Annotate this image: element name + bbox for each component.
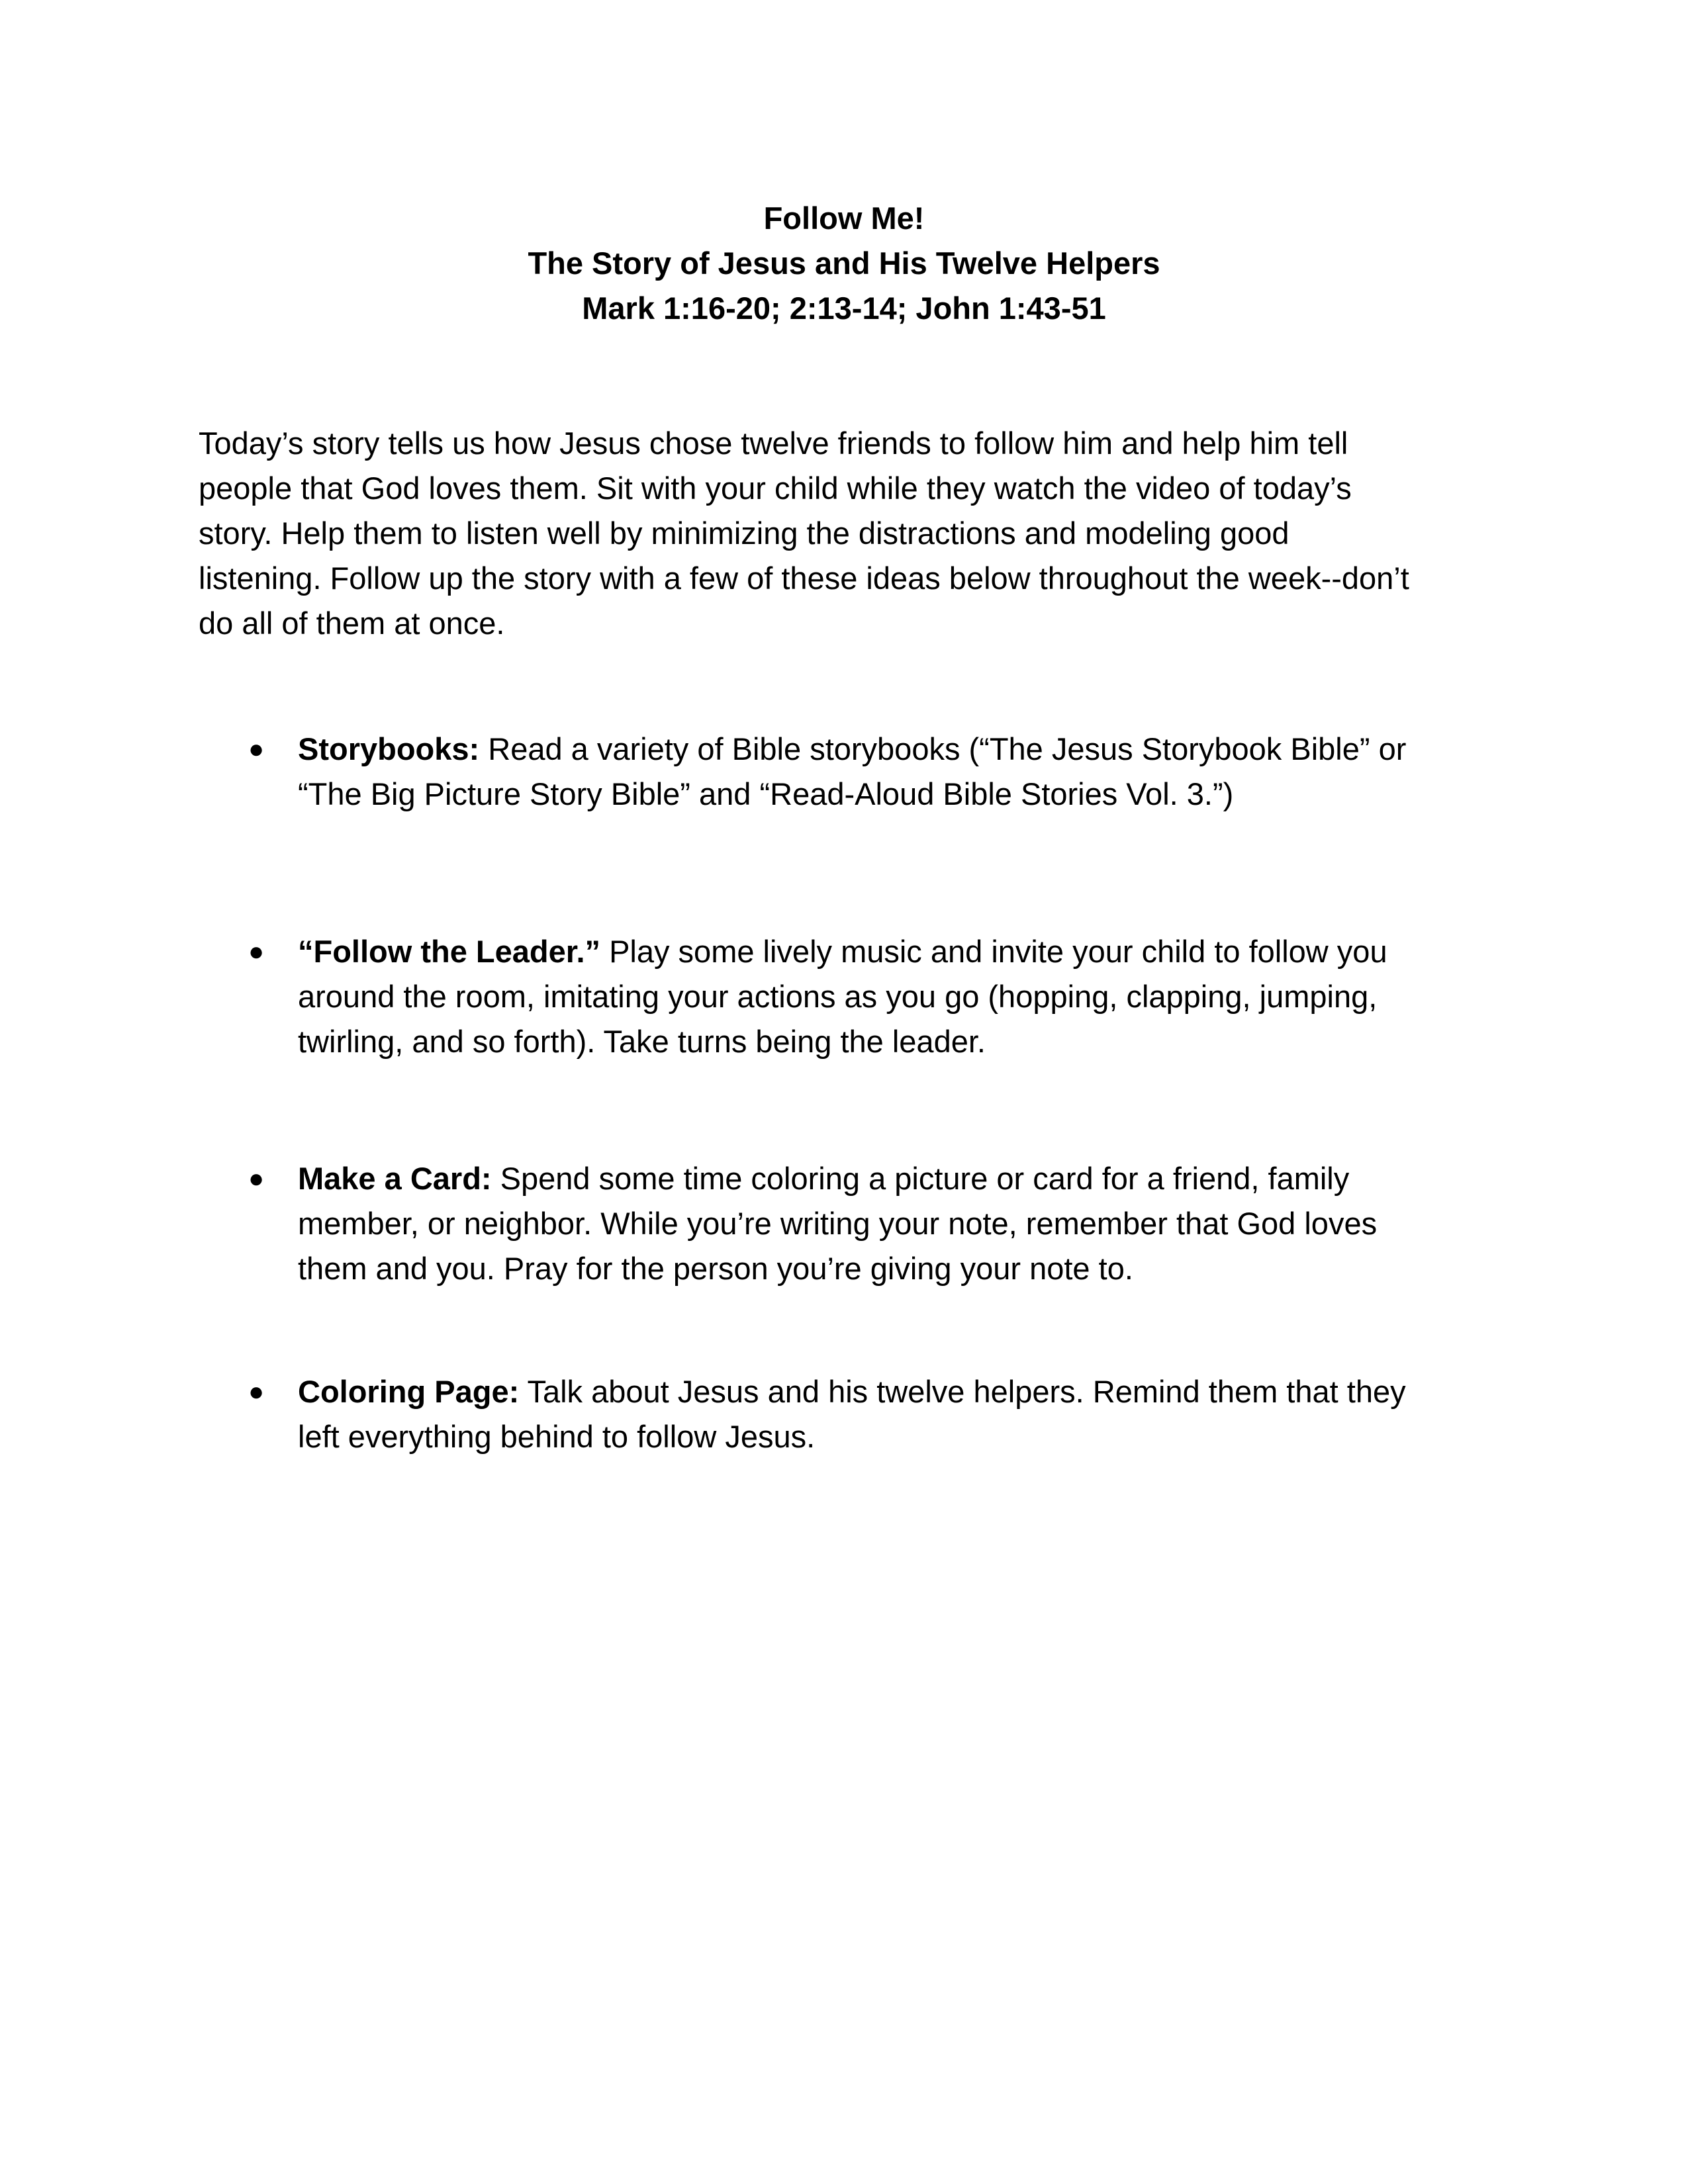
bullet-icon: ● bbox=[248, 1377, 265, 1406]
page-subtitle: The Story of Jesus and His Twelve Helpers bbox=[528, 246, 1160, 281]
idea-text bbox=[298, 1156, 1499, 1291]
idea-text bbox=[298, 929, 1499, 1064]
intro-line: story. Help them to listen well by minimizing the distractions and modeling good bbox=[199, 516, 1289, 551]
idea-line: “The Big Picture Story Bible” and “Read-Aloud Bible Stories Vol. 3.”) bbox=[298, 776, 1234, 811]
idea-first-line bbox=[298, 1156, 1499, 1201]
bullet-icon: ● bbox=[248, 735, 265, 764]
idea-line: around the room, imitating your actions as you go (hopping, clapping, jumping, bbox=[298, 979, 1378, 1014]
idea-first-line bbox=[298, 727, 1499, 772]
title-block bbox=[0, 196, 1688, 331]
idea-title: Coloring Page: bbox=[298, 1374, 520, 1409]
page-title: Follow Me! bbox=[763, 201, 925, 236]
idea-body: Talk about Jesus and his twelve helpers. Remind them that they bbox=[519, 1374, 1406, 1409]
idea-first-line bbox=[298, 929, 1499, 974]
idea-text bbox=[298, 1369, 1499, 1459]
intro-line: people that God loves them. Sit with your child while they watch the video of today’s bbox=[199, 471, 1352, 506]
idea-line: them and you. Pray for the person you’re giving your note to. bbox=[298, 1251, 1133, 1286]
intro-line: Today’s story tells us how Jesus chose twelve friends to follow him and help him tell bbox=[199, 426, 1348, 461]
idea-line: twirling, and so forth). Take turns being the leader. bbox=[298, 1024, 986, 1059]
bullet-icon: ● bbox=[248, 1164, 265, 1193]
idea-body: Read a variety of Bible storybooks (“The Jesus Storybook Bible” or bbox=[479, 731, 1407, 766]
intro-line: do all of them at once. bbox=[199, 606, 505, 641]
idea-body: Spend some time coloring a picture or card for a friend, family bbox=[491, 1161, 1350, 1196]
idea-title: Storybooks: bbox=[298, 731, 480, 766]
idea-title: “Follow the Leader.” bbox=[298, 934, 601, 969]
idea-line: member, or neighbor. While you’re writing your note, remember that God loves bbox=[298, 1206, 1378, 1241]
idea-first-line bbox=[298, 1369, 1499, 1414]
scripture-reference: Mark 1:16-20; 2:13-14; John 1:43-51 bbox=[582, 291, 1106, 326]
intro-line: listening. Follow up the story with a few of these ideas below throughout the week--don’t bbox=[199, 561, 1409, 596]
bullet-icon: ● bbox=[248, 937, 265, 966]
intro-paragraph bbox=[199, 421, 1496, 646]
idea-title: Make a Card: bbox=[298, 1161, 492, 1196]
idea-body: Play some lively music and invite your child to follow you bbox=[600, 934, 1387, 969]
idea-line: left everything behind to follow Jesus. bbox=[298, 1419, 816, 1454]
idea-text bbox=[298, 727, 1499, 817]
